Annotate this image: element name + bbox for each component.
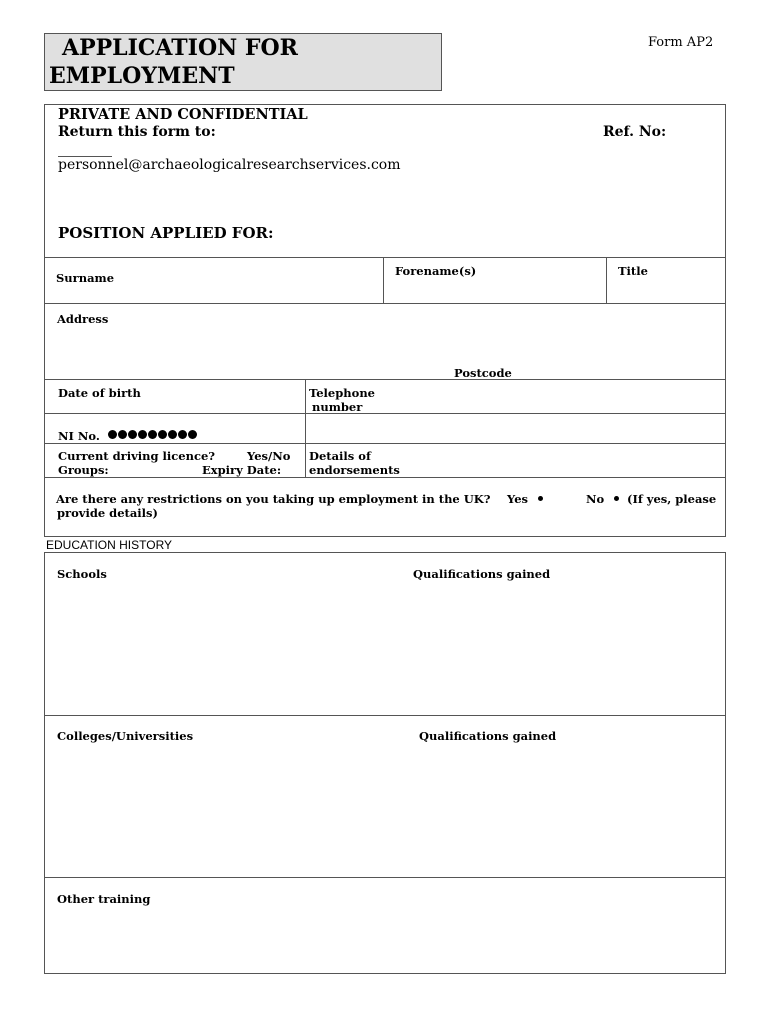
endorsements-line2: endorsements (309, 463, 400, 477)
divider-row1 (44, 303, 726, 304)
page-title (49, 34, 298, 90)
endorsements-line1: Details of (309, 449, 371, 463)
provide-details-note: provide details) (57, 506, 158, 520)
divider-row2 (44, 379, 726, 380)
education-section (44, 552, 726, 974)
title-label: Title (618, 264, 648, 278)
other-training-label: Other training (57, 892, 151, 906)
return-label: Return this form to: (58, 124, 216, 140)
restrictions-yes[interactable] (507, 492, 543, 506)
groups-label: Groups: (58, 463, 109, 477)
divider-schools (44, 715, 726, 716)
schools-qualifications-label: Qualifications gained (413, 567, 551, 581)
form-code: Form AP2 (648, 35, 714, 50)
telephone-label-line2: number (312, 400, 363, 414)
divider-col-title (606, 257, 607, 303)
no-radio[interactable] (614, 496, 619, 501)
divider-col-mid (305, 379, 306, 477)
title-line1: APPLICATION FOR (62, 35, 298, 61)
if-yes-note: (If yes, please (627, 492, 717, 506)
postcode-label: Postcode (454, 366, 512, 380)
expiry-label: Expiry Date: (202, 463, 282, 477)
title-line2: EMPLOYMENT (49, 63, 235, 89)
email-address: personnel@archaeologicalresearchservices.com (58, 157, 401, 173)
restrictions-no-label: No (586, 492, 605, 506)
divider-row5 (44, 477, 726, 478)
restrictions-yes-label: Yes (507, 492, 529, 506)
licence-yes-no: Yes/No (247, 449, 291, 463)
yes-radio[interactable] (538, 496, 543, 501)
education-history-label: EDUCATION HISTORY (46, 538, 173, 552)
position-applied-label: POSITION APPLIED FOR: (58, 224, 274, 242)
ni-label (58, 428, 197, 443)
divider-row4 (44, 443, 726, 444)
address-label: Address (57, 312, 109, 326)
licence-question: Current driving licence? (58, 449, 216, 463)
confidential-heading: PRIVATE AND CONFIDENTIAL (58, 106, 308, 123)
title-box (44, 33, 442, 91)
restrictions-question: Are there any restrictions on you taking up employment in the UK? (56, 492, 491, 506)
dob-label: Date of birth (58, 386, 141, 400)
endorsements-label (309, 449, 400, 477)
ni-label-text: NI No. (58, 429, 100, 443)
colleges-label: Colleges/Universities (57, 729, 194, 743)
divider-row3 (44, 413, 726, 414)
restrictions-no[interactable] (586, 492, 619, 506)
divider-col-forename (383, 257, 384, 303)
telephone-label-line1: Telephone (309, 386, 375, 400)
schools-label: Schools (57, 567, 107, 581)
forenames-label: Forename(s) (395, 264, 477, 278)
colleges-qualifications-label: Qualifications gained (419, 729, 557, 743)
telephone-label (309, 386, 375, 414)
divider-colleges (44, 877, 726, 878)
ni-masked-dots (107, 428, 197, 442)
surname-label: Surname (56, 271, 115, 285)
ref-no-label: Ref. No: (603, 124, 667, 140)
